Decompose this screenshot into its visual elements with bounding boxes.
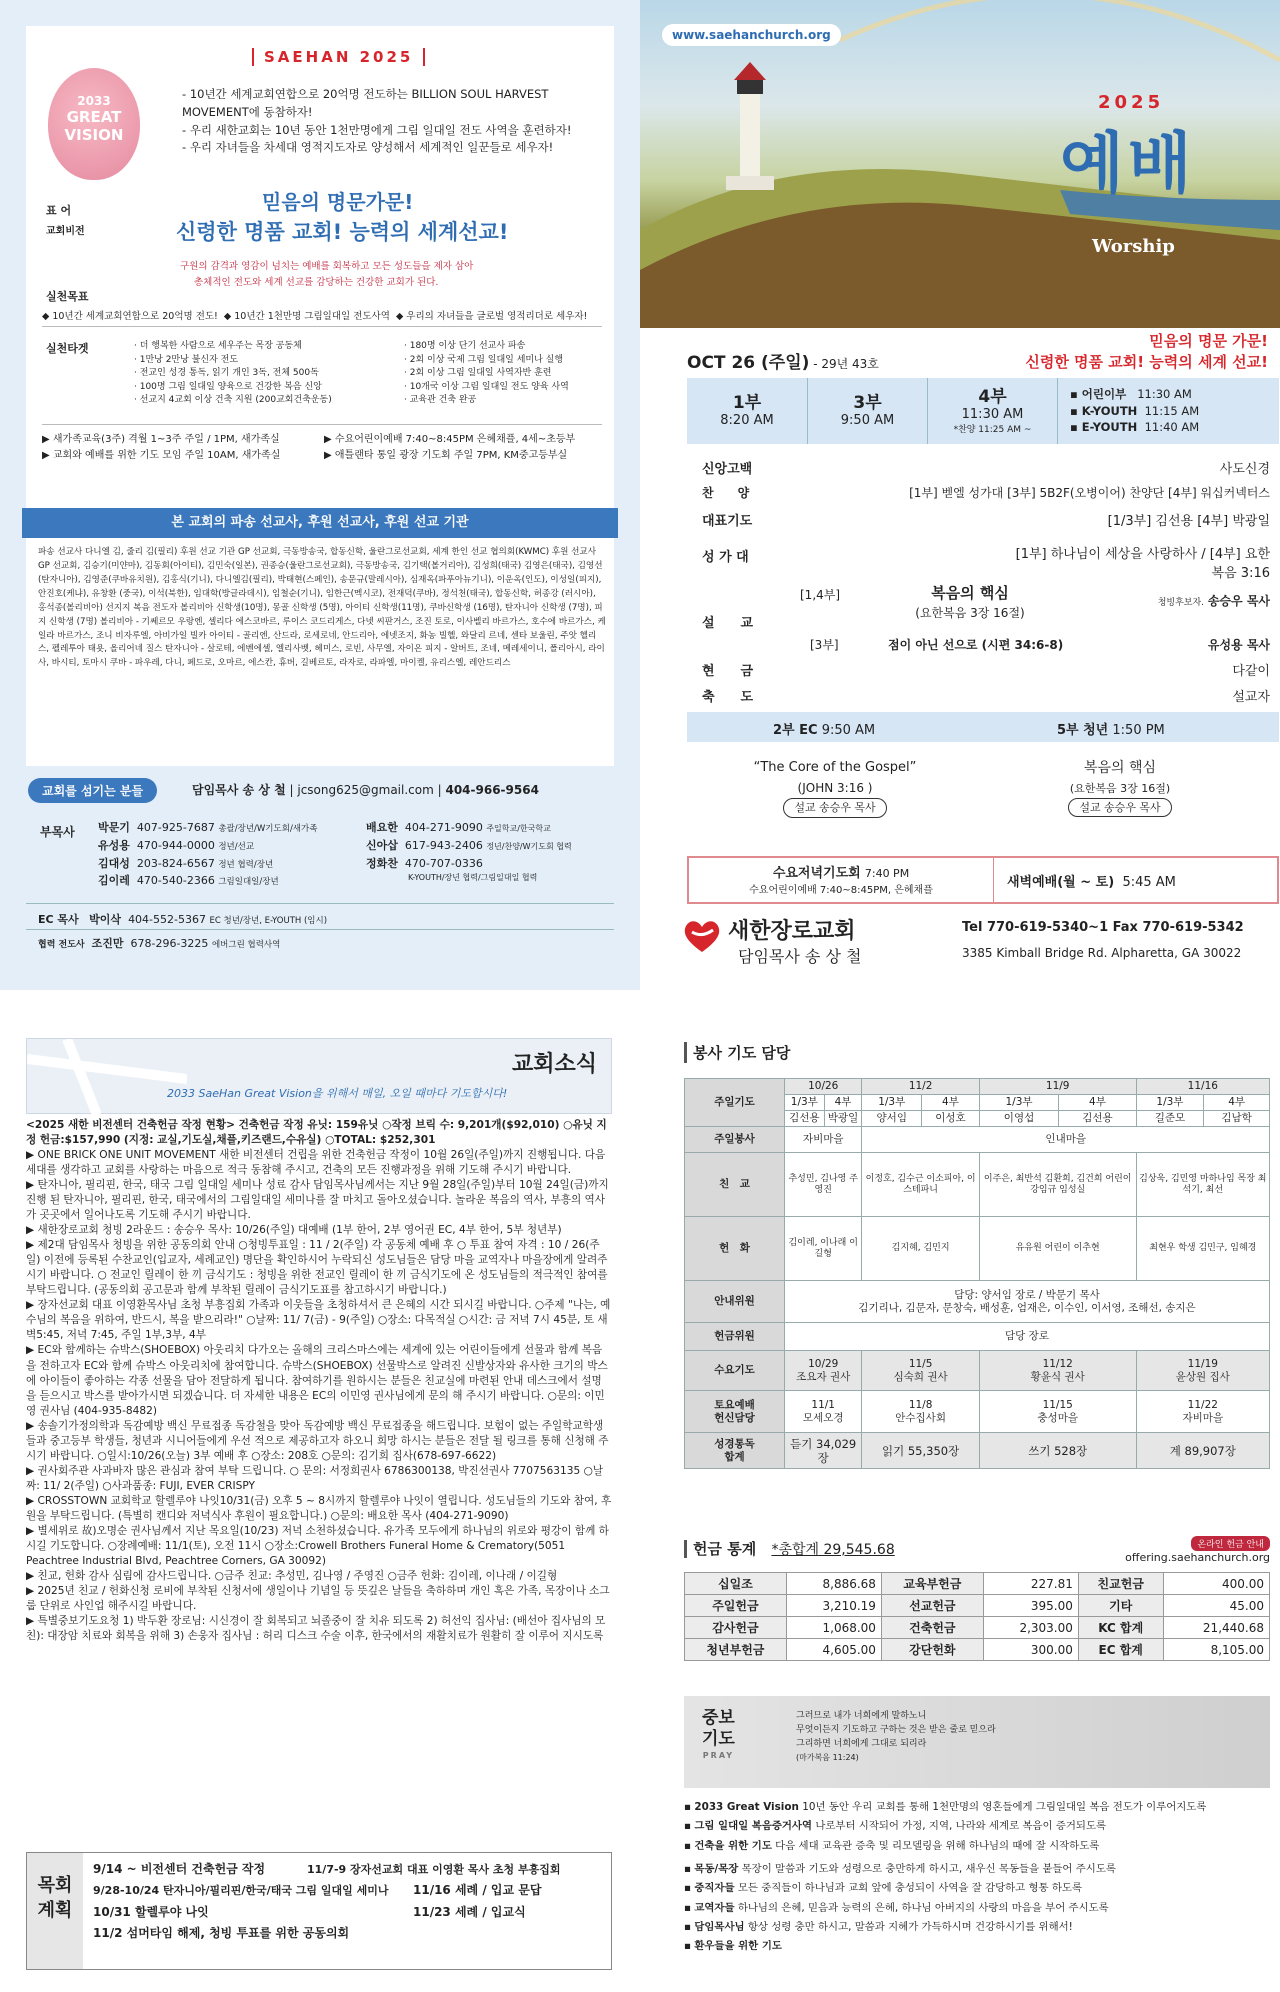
vision-bullet: - 우리 자녀들을 차세대 영적지도자로 양성해서 세계적인 일꾼들로 세우자! <box>182 140 554 155</box>
news-list: <2025 새한 비전센터 건축헌금 작정 현황> 건축헌금 작정 유닛: 159유닛 ○작정 브릭 수: 9,201개($92,010) ○유닛 지정 헌금:$157,990 (지정: 교실,기도실,채플,키즈랜드,수유실) ○TOTAL: $252,301 ▶ ONE BRICK ONE UNIT MOVEMENT 새한 비전센터 건립을 위한 건축헌금 작정이 10월 26일(주일)까지 진행됩니다. 다음 세대를 생각하고 교회를 사랑하는 마음으로 적극 동참해 주시고, 건축의 모든 진행과정을 위해 기도해 주시기 바랍니다. ▶ 탄자니아, 필리핀, 한국, 태국 그림 일대일 세미나 성료 감사 담임목사님께서는 지난 9월 28일(주일)부터 10월 24일(금)까지 진행 된 탄자니아, 필리핀, 한국, 태국에서의 그림일대일 세미나를 잘 마치고 돌아오셨습니다. 놀라운 복음의 역사, 부흥의 역사가 곳곳에서 일어나도록 기도해 주시기 바랍니다. ▶ 새한장로교회 청빙 2라운드 : 송승우 목사: 10/26(주일) 대예배 (1부 한어, 2부 영어권 EC, 4부 한어, 5부 청년부) ▶ 제2대 담임목사 청빙을 위한 공동의회 안내 ○청빙투표일 : 11 / 2(주일) 각 공동체 예배 후 ○ 투표 참여 자격 : 10 / 26(주일) 이전에 등록된 수찬교인(입교자, 세례교인) 명단을 확인하시어 누락되신 성도님들은 담당 마을 교역자나 마을장에게 알려주시기 바랍니다. ○ 전교인 릴레이 한 끼 금식기도 : 청빙을 위한 전교인 릴레이 한 끼 금식기도에 온 성도님들의 적극적인 참여를 부탁드립니다. (공동의회 공고문과 함께 부착된 릴레이 금식기도표를 참고하시기 바랍니다.) ▶ 장자선교회 대표 이영환목사님 초청 부흥집회 가족과 이웃들을 초청하셔서 큰 은혜의 시간 되시길 바랍니다. ○주제 "나는, 예수님의 복음을 위하여, 반드시, 복을 받으리라!" ○날짜: 11/ 7(금) - 9(주일) ○장소: 다목적실 ○시간: 금 저녁 7시 45분, 토 새벽5:45, 저녁 7:45, 주일 1부,3부, 4부 ▶ EC와 함께하는 슈박스(SHOEBOX) 아웃리치 다가오는 올해의 크리스마스에는 세계에 있는 어린이들에게 선물과 함께 복음을 전하고자 EC와 함께 슈박스 아웃리치에 참여합니다. 슈박스(SHOEBOX) 선물박스로 알려진 신발상자와 유사한 크기의 박스에 아이들이 좋아하는 각종 선물을 담아 전달하게 됩니다. 참여하기를 원하시는 분들은 친교실에 마련된 안내 데스크에서 설명을 듣으시고 박스를 받아가시면 되겠습니다. 더 자세한 내용은 EC의 이민영 권사님에게 문의 해 주시기 바랍니다. ○문의: 이민영 권사님 (404-935-8482) ▶ 송솔기가정의학과 독감예방 백신 무료접종 독감철을 맞아 독감예방 백신 무료접종을 해드립니다. 보험이 없는 주일학교학생들과 중고등부 학생들, 청년과 시니어들에게 우선 적으로 제공하고자 하오니 희망 하시는 분들은 전달 될 링크를 통해 신청해 주시기 바랍니다. ○일시:10/26(오늘) 3부 예배 후 ○장소: 208호 ○문의: 김기희 집사(678-697-6622) ▶ 권사회주관 사과바자 많은 관심과 참여 부탁 드립니다. ○ 문의: 서정희권사 6786300138, 박진선권사 7707563135 ○날짜: 11/ 2(주일) ○사과품종: FUJI, EVER CRISPY ▶ CROSSTOWN 교회학교 할렐루야 나잇10/31(금) 오후 5 ~ 8시까지 할렐루야 나잇이 열립니다. 성도님들의 기도와 참여, 후원을 부탁드립니다. (특별히 캔디와 저녁식사 후원이 필요합니다.) ○문의: 배요한 목사 (404-271-9090) ▶ 별세위로 故)오명순 권사님께서 지난 목요일(10/23) 저녁 소천하셨습니다. 유가족 모두에게 하나님의 위로와 평강이 함께 하시길 기도합니다. ○장례예배: 11/1(토), 오전 11시 ○장소:Crowell Brothers Funeral Home & Crematory(5051 Peachtree Industrial Blvd, Peachtree Corners, GA 30092) ▶ 친교, 헌화 감사 심림에 감사드립니다. ○금주 친교: 추성민, 김나영 / 주영진 ○금주 헌화: 김이레, 이나래 / 이길형 ▶ 2025년 친교 / 헌화신청 로비에 부착된 신청서에 생일이나 기념일 등 뜻깊은 날들을 축하하며 개인 혹은 가족, 목장이나 소그룹 단위로 사인업 해주시길 바랍니다. ▶ 특별중보기도요청 1) 박두환 장로님: 시신경이 잘 회복되고 뇌졸중이 잘 치유 되도록 2) 허선익 집사님: (배선아 집사님의 모친): 대장암 치료와 회복을 위해 3) 손웅자 집사님 : 허리 디스크 수술 이후, 한국에서의 재활치료가 원활히 잘 이루어 지시도록 <box>26 1119 612 1643</box>
sermon2: [3부] 점이 아닌 선으로 (시편 34:6-8) 유성용 목사 <box>810 638 1270 652</box>
missions-text: 파송 선교사 다니엘 김, 줄리 김(필리) 후원 선교 기관 GP 선교회, 극동방송국, 합동신학, 울란그로선교회, 세계 한인 선교 협의회(KWMC) 후원 선교사 GP 선교회, 김승기(미얀마), 김동회(아이티), 김민숙(일본), 권종승(울란그로선교회), 극동방송국, 김기택(볼거리아), 김성희(태국) 김영은(태국), 김영선(탄자니아), 김영준(쿠바유치원), 김홍식(기니), 다니엘김(필리), 박태현(스페인), 송문규(말레시아), 심재옥(파푸아뉴기니), 이운옥(인도), 이성일(피지), 안진호(케냐), 유창환 (중국), 이석(북한), 임대학(방글라데시), 임철순(기니), 임한근(멕시코), 전재덕(쿠바), 정석천(태국), 합동신학, 허종강 (러시아), 홍석종(볼리비아) 선지지 복음 전도자 볼리비아 신학생(10명), 몽골 신학생 (5명), 아이티 신학생(11명), 쿠바신학생 (16명), 탄자니아 신학생 (7명), 피지 신학생 (7명) 볼리비아 - 기쎄르모 우랑엔, 셀리다 에스코바르, 루이스 코드리게스, 다넷 씨판거스, 조진 토로, 이사벨리 바르가스, 호수에 바르가스, 케일라 바르가스, 조니 비자루엘, 아비가일 빌카 아이티 - 골리엔, 산드라, 로세로네, 안드리아, 에넷조지, 화농 빌헬, 와달리 르네, 센타 보울린, 주앗 헬리스, 펠레투아 태욧, 올리어네 질스 탄자니아 - 살로테, 에벤에셀, 엘리사벳, 헤미스, 로빈, 사무엘, 자이온 피지 - 알버트, 조네, 메레세이니, 폴리아시, 라이사, 바시티, 토마시 쿠바 - 파우레, 다니, 페드로, 오마르, 에스칸, 휴버, 길베르토, 라자로, 라파엘, 마이켈, 유리스엘, 레안드리스 <box>38 547 606 669</box>
worship-subtitle: Worship <box>1092 236 1175 257</box>
news-tagline: 2033 SaeHan Great Vision을 위해서 매일, 오일 때마다 기도합시다! <box>167 1087 508 1100</box>
weekday-box: 수요저녁기도회 7:40 PM 수요어린이예배 7:40~8:45PM, 은혜채플 새벽예배(월 ~ 토) 5:45 AM <box>687 856 1279 904</box>
online-offering[interactable]: 온라인 헌금 안내 offering.saehanchurch.org <box>1125 1532 1270 1564</box>
motto-line1: 믿음의 명문가문! <box>262 190 414 214</box>
badge-line2: VISION <box>64 126 124 144</box>
offering-table: 십일조 8,886.68 교육부헌금 227.81 친교헌금 400.00 주일헌금 3,210.19 선교헌금 395.00 기타 45.00 감사헌금 1,068.00 건축헌금 2,303.00 KC 합계 21,440.68 청년부헌금 4,605.00 강단헌화 300.00 EC 합계 8,105.00 <box>684 1572 1270 1661</box>
targets-label: 실천타겟 <box>46 342 89 355</box>
offering-title: 헌금 통계 *총합계 29,545.68 <box>684 1538 895 1559</box>
contact-tel: Tel 770-619-5340~1 Fax 770-619-5342 <box>962 920 1244 935</box>
order-choir: 성 가 대 [1부] 하나님이 세상을 사랑하사 / [4부] 요한복음 3:16 <box>702 547 1270 581</box>
duty-title: 봉사 기도 담당 <box>684 1042 790 1063</box>
assoc-label: 부목사 <box>40 825 75 839</box>
ec-sermon: “The Core of the Gospel” (JOHN 3:16 ) 설교 송승우 목사 <box>710 758 960 819</box>
vision-panel <box>0 0 640 990</box>
ec-pastor-line: EC 목사 박이삭 404-552-5367 EC 청년/장년, E-YOUTH (임시) <box>38 913 328 926</box>
church-url[interactable]: www.saehanchurch.org <box>662 24 841 46</box>
worship-title: 예배 <box>1060 125 1196 202</box>
news-panel <box>0 990 640 1992</box>
badge-year: 2033 <box>77 94 111 108</box>
vision-bullets <box>182 86 602 157</box>
prayer-banner: 중보 기도 PRAY 그러므로 내가 너희에게 말하노니 무엇이든지 기도하고 구하는 것은 받은 줄로 믿으라 그리하면 너희에게 그대로 되리라 (마가복음 11:24) <box>684 1696 1270 1788</box>
motto-line2: 신령한 명품 교회! 능력의 세계선교! <box>176 220 509 244</box>
youth-sermon: 복음의 핵심 (요한복음 3장 16절) 설교 송승우 목사 <box>995 758 1245 818</box>
vision-bullet: - 우리 새한교회는 10년 동안 1천만명에게 그림 일대일 전도 사역을 훈련하자! <box>182 122 572 137</box>
news-title: 교회소식 <box>511 1052 597 1077</box>
ministry-plan: 목회 계획 9/14 ~ 비전센터 건축헌금 작정 11/7-9 장자선교회 대표 이영환 목사 초청 부흥집회 9/28-10/24 탄자니아/필리핀/한국/태국 그림 일대일 세미나 11/16 세례 / 입교 문답 10/31 할렐루야 나잇 11/23 세례 / 입교식 11/2 섬머타임 해제, 청빙 투표를 위한 공동의회 <box>26 1852 612 1970</box>
vision-header: SAEHAN 2025 <box>252 48 425 66</box>
contact-address: 3385 Kimball Bridge Rd. Alpharetta, GA 30022 <box>962 946 1242 960</box>
staff-box <box>26 765 614 955</box>
ec-youth-band: 2부 EC 9:50 AM 5부 청년 1:50 PM <box>687 712 1279 742</box>
church-vision-label: 교회비전 <box>46 226 85 237</box>
staff-right: 배요한 404-271-9090 주일학교/한국학교 신아삽 617-943-2406 정년/찬양/W기도회 협력 정화찬 470-707-0336 K-YOUTH/장년 협력/그림일대일 협력 <box>366 821 572 883</box>
duty-panel <box>672 990 1280 1992</box>
vision-card <box>26 26 614 766</box>
motto-label: 표 어 <box>46 204 72 217</box>
targets-right: · 180명 이상 단기 선교사 파송 · 2회 이상 국제 그림 일대일 세미나 실행 · 2회 이상 그림 일대일 사역자반 훈련 · 10개국 이상 그림 일대일 전도 양육 사역 · 교육관 건축 완공 <box>404 341 569 405</box>
cross-icon <box>27 1039 187 1115</box>
badge-line1: GREAT <box>66 108 122 126</box>
service-date: OCT 26 (주일) - 29년 43호 <box>687 353 879 373</box>
order-prayer: 대표기도 [1/3부] 김선용 [4부] 박광일 <box>702 514 1270 529</box>
great-vision-badge <box>48 68 140 180</box>
vision-bullet: - 10년간 세계교회연합으로 20억명 전도하는 BILLION SOUL HARVEST MOVEMENT에 동참하자! <box>182 87 549 119</box>
heart-logo-icon <box>680 916 724 956</box>
order-creed: 신앙고백 사도신경 <box>702 462 1270 477</box>
worship-motto: 믿음의 명문 가문! 신령한 명품 교회! 능력의 세계 선교! <box>1025 332 1268 371</box>
vision-text2: 총체적인 전도와 세계 선교를 감당하는 건강한 교회가 된다. <box>194 277 439 288</box>
senior-pastor-line: 담임목사 송 상 철 | jcsong625@gmail.com | 404-966-9564 <box>192 783 539 797</box>
order-benediction: 축 도 설교자 <box>702 690 1270 705</box>
order-praise: 찬 양 [1부] 벧엘 성가대 [3부] 5B2F(오병이어) 찬양단 [4부] 워십커넥터스 <box>702 486 1270 500</box>
missions-title: 본 교회의 파송 선교사, 후원 선교사, 후원 선교 기관 <box>22 508 618 538</box>
meetings-right: ▶ 수요어린이예배 7:40~8:45PM 은혜채플, 4세~초등부 ▶ 애틀랜타 통일 광장 기도회 주일 7PM, KM중고등부실 <box>324 434 576 461</box>
church-logo: 새한장로교회 담임목사 송 상 철 <box>680 912 920 972</box>
staff-left: 박문기 407-925-7687 총괄/장년/W기도회/새가족 유성용 470-944-0000 정년/선교 김대성 203-824-6567 정년 협력/장년 김이레 470-540-2366 그림일대일/장년 <box>98 821 318 888</box>
goals-row: ◆ 10년간 세계교회연합으로 20억명 전도! ◆ 10년간 1천만명 그림일대일 전도사역 ◆ 우리의 자녀들을 글로벌 영적리더로 세우자! <box>42 311 588 322</box>
worship-panel: www.saehanchurch.org 2025 예배 Worship OCT 26 (주일) - 29년 43호 믿음의 명문 가문! 신령한 명품 교회! 능력의 세계 선교! 1부 8:20 AM 3부 9:50 AM 4부 11:30 AM *찬양 11:25 AM ~ ▪ 어린이부 11:30 AM ▪ K-YOUTH 11:15 AM ▪ E-YOUTH 11:40 AM 신앙고백 사도신경 찬 양 [1부] 벧엘 성가대 [3부] 5B2F(오병이어) 찬양단 [4부] 워십커넥터스 대표기도 [1/3부] 김선용 [4부] 박광일 성 가 대 [1부] 하나님이 세상을 사랑하사 / [4부] 요한복음 3:16 설 교 [1,4부] 복음의 핵심 (요한복음 3장 16절) 청빙후보자. 송승우 목사 [3부] 점이 아닌 선으로 (시편 34:6-8) 유성용 목사 현 금 다같이 축 도 설교자 2부 EC 9:50 AM 5부 청년 1:50 PM “The Core of the Gospel” (JOHN 3:16 ) 설교 송승우 목사 복음의 핵심 (요한복음 3장 16절) 설교 송승우 목사 수요저녁기도회 7:40 PM 수요어린이예배 7:40~8:45PM, 은혜채플 새벽예배(월 ~ 토) 5:45 AM 새한장로교회 담임목사 송 상 철 Tel 770-619-5340~1 Fax 770-619-5342 3385 Kimball Bridge Rd. Alpharetta, GA 30022 <box>640 0 1280 990</box>
hero-image <box>640 0 1280 328</box>
order-sermon: 설 교 <box>702 616 754 631</box>
targets-left: · 더 행복한 사람으로 세우주는 목장 공동체 · 1만낭 2만낭 불신자 전도 · 전교인 성경 통독, 읽기 개인 3독, 전체 500독 · 100명 그림 일대일 양육으로 건강한 복음 신앙 · 선교지 4교회 이상 건축 지원 (200교회건축운동) <box>134 341 332 405</box>
order-offering: 현 금 다같이 <box>702 664 1270 679</box>
coop-line: 협력 전도사 조진만 678-296-3225 에버그린 협력사역 <box>38 937 281 950</box>
prayer-list: ▪ 2033 Great Vision 10년 동안 우리 교회를 통해 1천만명의 영혼들에게 그림일대일 복음 전도가 이루어지도록 ▪ 그림 일대일 복음증거사역 나로부터 시작되어 가정, 지역, 나라와 세계로 복음이 증거되도록 ▪ 건축을 위한 기도 다음 세대 교육관 증축 및 리모델링을 위해 하나님의 때에 잘 시작하도록 ▪ 목동/목장 목장이 말씀과 기도와 성령으로 충만하게 하시고, 새우신 목동들을 붙들어 주시도록 ▪ 중직자들 모든 중직들이 하나님과 교회 앞에 충성되이 사역을 잘 감당하고 형통 하도록 ▪ 교역자들 하나님의 은혜, 믿음과 능력의 은혜, 하나님 아버지의 사랑의 마음을 부어 주시도록 ▪ 담임목사님 항상 성령 충만 하시고, 말씀과 지혜가 가득하시며 건강하시기를 위해서! ▪ 환우들을 위한 기도 <box>684 1801 1207 1953</box>
service-times: 1부 8:20 AM 3부 9:50 AM 4부 11:30 AM *찬양 11:25 AM ~ ▪ 어린이부 11:30 AM ▪ K-YOUTH 11:15 AM ▪ E-YOUTH 11:40 AM <box>687 378 1279 444</box>
duty-table: 주일기도 10/26 11/2 11/9 11/16 1/3부 4부 1/3부 4부 1/3부 4부 1/3부 4부 김선용 박광일 양서임 이성호 이영섭 김선용 길준모 김남학 주일봉사 자비마을 인내마을 친 교 추성민, 김나영 주영진 이정호, 김수근 이소피아, 이스테파니 이주은, 최반석 김환희, 김건희 어린이 강임규 임성실 김상욱, 김민영 마하나임 목장 최석기, 최선 헌 화 김이레, 이나래 이길형 김지혜, 김민지 유유원 어린이 이추현 최현우 학생 김민구, 임혜경 안내위원 담당: 양서임 장로 / 박문기 목사 김기리나, 김문자, 문창숙, 배성훈, 엄재은, 이수인, 이서영, 조해선, 송지은 헌금위원 담당 장로 수요기도 10/29 조요자 권사 11/5 심숙희 권사 11/12 황윤식 권사 11/19 윤상원 집사 토요예배 헌신담당 11/1 모세오경 11/8 안수집사회 11/15 충성마을 11/22 자비마을 성경통독 합계 듣기 34,029장 읽기 55,350장 쓰기 528장 계 89,907장 <box>684 1078 1270 1469</box>
goals-label: 실천목표 <box>46 290 89 303</box>
meetings-left: ▶ 새가족교육(3주) 격월 1~3주 주일 / 1PM, 새가족실 ▶ 교회와 예배를 위한 기도 모임 주일 10AM, 새가족실 <box>42 434 281 461</box>
news-header <box>26 1038 612 1114</box>
servants-title: 교회를 섬기는 분들 <box>28 778 157 803</box>
vision-text1: 구원의 감격과 영감이 넘치는 예배를 회복하고 모든 성도들을 제자 삼아 <box>180 261 474 272</box>
worship-year: 2025 <box>1098 92 1165 113</box>
